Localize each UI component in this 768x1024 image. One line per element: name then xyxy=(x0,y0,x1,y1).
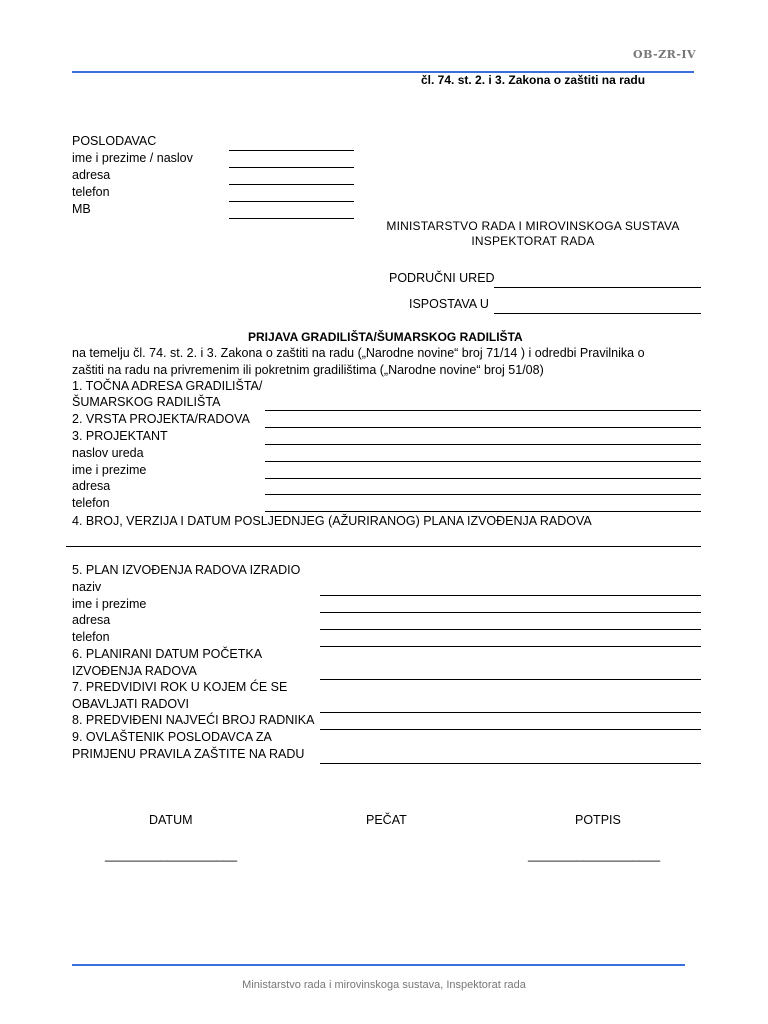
law-reference: čl. 74. st. 2. i 3. Zakona o zaštiti na radu xyxy=(421,73,646,87)
item-5-phone-blank[interactable] xyxy=(320,646,701,647)
item-3-phone-label: telefon xyxy=(72,496,110,510)
signature-field[interactable]: ___________________ xyxy=(528,848,661,862)
item-7-blank[interactable] xyxy=(320,712,701,713)
intro-line-1: na temelju čl. 74. st. 2. i 3. Zakona o zaštiti na radu („Narodne novine“ broj 71/14 ) i odredbi Pravilnika o xyxy=(72,346,645,360)
item-3-label: 3. PROJEKTANT xyxy=(72,429,168,443)
item-5-name-label: naziv xyxy=(72,580,102,594)
item-3-phone-blank[interactable] xyxy=(265,511,701,512)
employer-name-blank[interactable] xyxy=(229,167,354,168)
inspectorate-name: INSPEKTORAT RADA xyxy=(471,234,595,248)
item-4-label: 4. BROJ, VERZIJA I DATUM POSLJEDNJEG (AŽURIRANOG) PLANA IZVOĐENJA RADOVA xyxy=(72,514,592,528)
item-5-person-label: ime i prezime xyxy=(72,597,147,611)
regional-office-blank[interactable] xyxy=(494,287,701,288)
item-8-blank[interactable] xyxy=(320,729,701,730)
employer-address-blank[interactable] xyxy=(229,184,354,185)
item-9-blank[interactable] xyxy=(320,763,701,764)
branch-label: ISPOSTAVA U xyxy=(409,297,489,311)
item-1-blank[interactable] xyxy=(265,410,701,411)
item-3-office-label: naslov ureda xyxy=(72,446,144,460)
employer-field-name: ime i prezime / naslov xyxy=(72,151,193,165)
item-3-name-label: ime i prezime xyxy=(72,463,147,477)
item-7-label-cont: OBAVLJATI RADOVI xyxy=(72,697,189,711)
item-5-phone-label: telefon xyxy=(72,630,110,644)
item-9-label-cont: PRIMJENU PRAVILA ZAŠTITE NA RADU xyxy=(72,747,305,761)
item-3-blank[interactable] xyxy=(265,444,701,445)
employer-mb-blank[interactable] xyxy=(229,218,354,219)
employer-field-phone: telefon xyxy=(72,185,110,199)
item-8-label: 8. PREDVIĐENI NAJVEĆI BROJ RADNIKA xyxy=(72,713,315,727)
item-3-name-blank[interactable] xyxy=(265,478,701,479)
item-4-blank[interactable] xyxy=(66,546,701,547)
item-7-label: 7. PREDVIDIVI ROK U KOJEM ĆE SE xyxy=(72,680,288,694)
item-1-label: 1. TOČNA ADRESA GRADILIŠTA/ xyxy=(72,379,263,393)
signature-label: POTPIS xyxy=(575,813,621,827)
regional-office-label: PODRUČNI URED xyxy=(389,271,495,285)
item-2-label: 2. VRSTA PROJEKTA/RADOVA xyxy=(72,412,250,426)
item-5-address-blank[interactable] xyxy=(320,629,701,630)
item-2-blank[interactable] xyxy=(265,427,701,428)
date-field[interactable]: ___________________ xyxy=(105,848,238,862)
form-title: PRIJAVA GRADILIŠTA/ŠUMARSKOG RADILIŠTA xyxy=(248,330,523,344)
item-9-label: 9. OVLAŠTENIK POSLODAVCA ZA xyxy=(72,730,272,744)
item-1-label-cont: ŠUMARSKOG RADILIŠTA xyxy=(72,395,221,409)
item-5-person-blank[interactable] xyxy=(320,612,701,613)
form-code: OB-ZR-IV xyxy=(633,48,697,61)
employer-field-address: adresa xyxy=(72,168,111,182)
item-6-label: 6. PLANIRANI DATUM POČETKA xyxy=(72,647,263,661)
item-3-address-blank[interactable] xyxy=(265,494,701,495)
employer-title-blank[interactable] xyxy=(229,150,354,151)
item-6-label-cont: IZVOĐENJA RADOVA xyxy=(72,664,197,678)
date-label: DATUM xyxy=(149,813,193,827)
item-3-address-label: adresa xyxy=(72,479,111,493)
footer-divider xyxy=(72,964,685,966)
employer-title: POSLODAVAC xyxy=(72,134,157,148)
item-3-office-blank[interactable] xyxy=(265,461,701,462)
item-5-name-blank[interactable] xyxy=(320,595,701,596)
item-5-address-label: adresa xyxy=(72,613,111,627)
employer-field-mb: MB xyxy=(72,202,91,216)
employer-phone-blank[interactable] xyxy=(229,201,354,202)
ministry-name: MINISTARSTVO RADA I MIROVINSKOGA SUSTAVA xyxy=(386,219,680,233)
item-6-blank[interactable] xyxy=(320,679,701,680)
item-5-label: 5. PLAN IZVOĐENJA RADOVA IZRADIO xyxy=(72,563,301,577)
intro-line-2: zaštiti na radu na privremenim ili pokretnim gradilištima („Narodne novine“ broj 51/08) xyxy=(72,363,544,377)
footer-text: Ministarstvo rada i mirovinskoga sustava, Inspektorat rada xyxy=(242,979,526,991)
branch-blank[interactable] xyxy=(494,313,701,314)
stamp-label: PEČAT xyxy=(366,813,407,827)
